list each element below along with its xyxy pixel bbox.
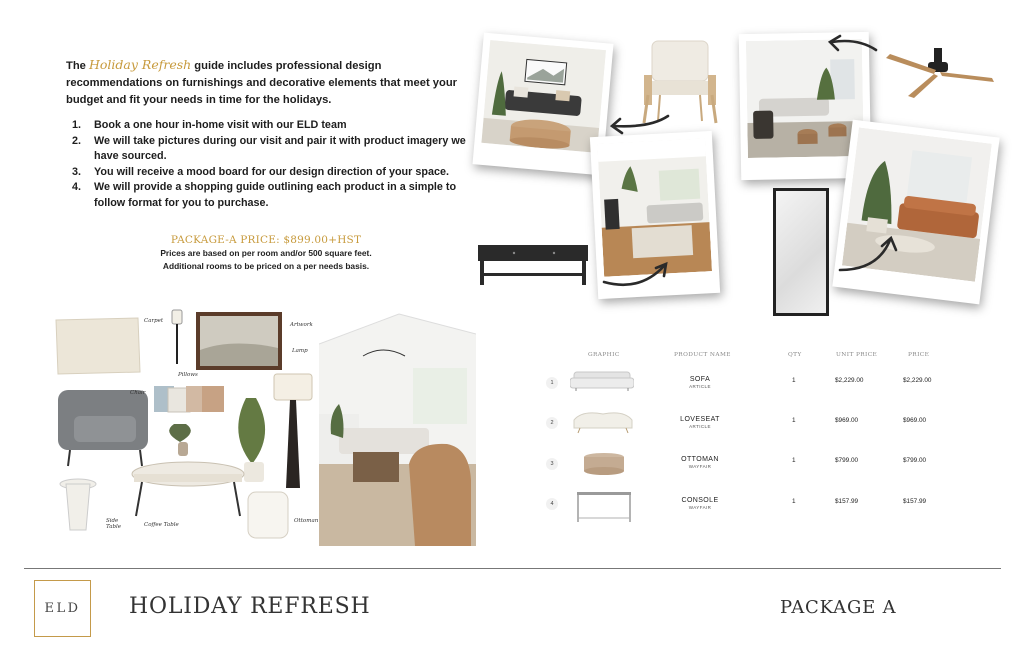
console-thumbnail — [576, 490, 632, 524]
intro-lead: The — [66, 60, 86, 72]
polaroid-living-room-3 — [590, 131, 720, 299]
header-product-name: PRODUCT NAME — [674, 352, 731, 358]
living-room-photo-2 — [746, 39, 864, 158]
step-item: 2. We will take pictures during our visit and pair it with product imagery we have sourced. — [72, 134, 466, 162]
polaroid-living-room-4 — [832, 120, 999, 305]
living-room-photo-1 — [481, 40, 606, 153]
footer-divider — [24, 568, 1001, 569]
room-inspiration-photo — [319, 304, 476, 546]
intro-text: guide includes professional design recommendations on furnishings and decorative elements that meet your budget and fit your needs in time for the holidays. — [66, 60, 458, 106]
package-price: PACKAGE-A PRICE: $899.00+HST — [170, 234, 362, 246]
step-item: 1. Book a one hour in-home visit with our ELD team — [72, 119, 347, 131]
accent-chair-image — [640, 37, 720, 125]
label-artwork: Artwork — [290, 322, 313, 328]
label-chair: Chair — [130, 390, 146, 396]
ceiling-fan-image — [884, 48, 996, 102]
label-side-table: Side Table — [106, 518, 122, 530]
sofa-thumbnail — [570, 370, 634, 392]
pricing-note-2: Additional rooms to be priced on a per needs basis. — [162, 261, 370, 271]
holiday-refresh-script-title: Holiday Refresh — [89, 57, 192, 72]
room-photo-illustration — [319, 304, 476, 546]
step-item: 3. You will receive a mood board for our design direction of your space. — [72, 165, 449, 178]
pricing-note-1: Prices are based on per room and/or 500 square feet. — [160, 248, 372, 258]
mood-board — [52, 304, 317, 548]
intro-paragraph — [66, 56, 466, 109]
loveseat-thumbnail — [572, 410, 634, 434]
label-ottoman: Ottoman — [294, 518, 319, 524]
footer-package-label: PACKAGE A — [780, 597, 897, 618]
header-price: PRICE — [908, 352, 930, 358]
header-graphic: GRAPHIC — [588, 352, 620, 358]
living-room-photo-3 — [597, 138, 712, 276]
header-qty: QTY — [788, 352, 802, 358]
label-coffee-table: Coffee Table — [144, 522, 179, 528]
label-lamp: Lamp — [292, 348, 308, 354]
label-pillows: Pillows — [178, 372, 198, 378]
coffee-table-image — [478, 243, 590, 287]
steps-list — [72, 118, 472, 211]
living-room-photo-4 — [842, 127, 992, 281]
step-item: 4. We will provide a shopping guide outlining each product in a simple to follow format for you to purchase. — [72, 181, 457, 209]
header-unit-price: UNIT PRICE — [836, 352, 878, 358]
mood-board-collage — [52, 304, 317, 548]
eld-logo: ELD — [34, 580, 91, 637]
floor-mirror-image — [773, 188, 829, 316]
footer-title: HOLIDAY REFRESH — [129, 594, 371, 619]
label-carpet: Carpet — [144, 318, 164, 324]
ottoman-thumbnail — [582, 452, 626, 476]
